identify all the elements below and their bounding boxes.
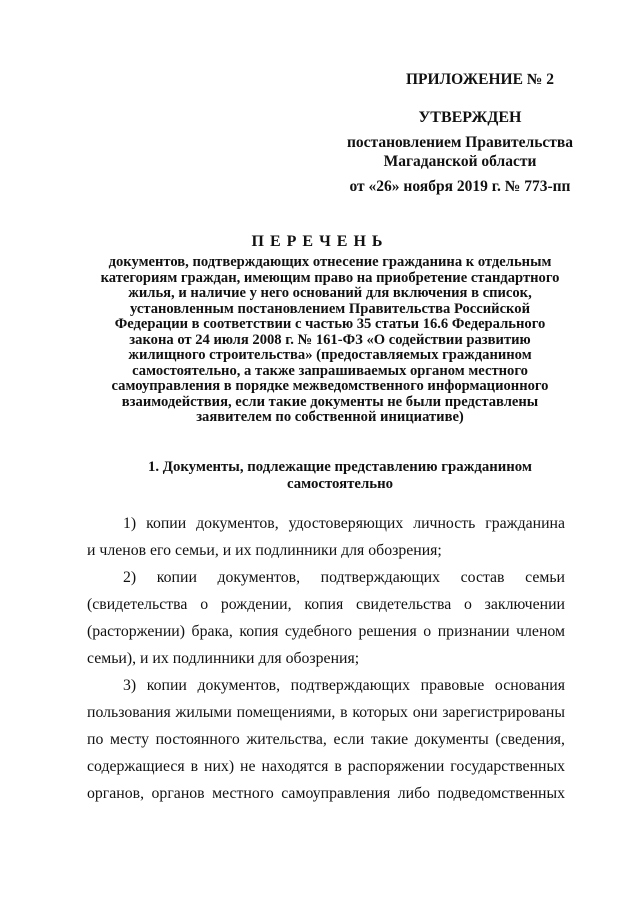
approval-block — [330, 70, 590, 196]
subtitle-line: самоуправления в порядке межведомственного информационного — [111, 378, 549, 394]
subtitle-line: взаимодействия, если такие документы не были представлены — [121, 393, 539, 410]
approved-label: УТВЕРЖДЕН — [418, 109, 522, 126]
subtitle-line: жилья, и наличие у него оснований для включения в список, — [128, 285, 532, 301]
subtitle-line: Федерации в соответствии с частью 35 статьи 16.6 Федерального — [114, 316, 546, 332]
paragraph-line: и членов его семьи, и их подлинники для обозрения; — [87, 542, 442, 559]
subtitle-line: закона от 24 июля 2008 г. № 161-ФЗ «О содействии развитию — [129, 331, 531, 348]
paragraph-2 — [87, 564, 565, 672]
paragraph-line: семьи), и их подлинники для обозрения; — [87, 650, 360, 667]
appendix-label: ПРИЛОЖЕНИЕ № 2 — [406, 71, 554, 88]
paragraph-line: органов, органов местного самоуправления либо подведомственных — [87, 785, 565, 802]
section-heading — [110, 459, 570, 492]
subtitle-line: категориям граждан, имеющим право на приобретение стандартного — [100, 269, 560, 286]
paragraph-line: содержащиеся в них) не находятся в распоряжении государственных — [87, 758, 565, 775]
subtitle-line: самостоятельно, а также запрашиваемых органом местного — [132, 362, 528, 379]
document-subtitle — [90, 255, 570, 426]
document-title: ПЕРЕЧЕНЬ — [251, 233, 389, 250]
subtitle-line: установленным постановлением Правительства Российской — [130, 300, 530, 317]
approval-line: Магаданской области — [383, 153, 537, 170]
paragraph-line: 2) копии документов, подтверждающих состав семьи — [123, 569, 565, 586]
subtitle-line: жилищного строительства» (предоставляемых гражданином — [128, 347, 532, 363]
paragraph-line: 1) копии документов, удостоверяющих личность гражданина — [123, 515, 565, 532]
paragraph-3 — [87, 672, 565, 807]
paragraph-line: 3) копии документов, подтверждающих правовые основания — [123, 677, 565, 694]
approval-line: постановлением Правительства — [346, 134, 574, 151]
approval-date: от «26» ноября 2019 г. № 773-пп — [349, 178, 571, 195]
section-heading-line: 1. Документы, подлежащие представлению гражданином — [147, 459, 533, 475]
paragraph-line: (расторжении) брака, копия судебного решения о признании членом — [87, 623, 565, 640]
paragraph-line: пользования жилыми помещениями, в которых они зарегистрированы — [87, 704, 565, 721]
paragraph-1 — [87, 510, 565, 564]
paragraph-line: (свидетельства о рождении, копия свидетельства о заключении — [87, 596, 565, 613]
subtitle-line: документов, подтверждающих отнесение гражданина к отдельным — [108, 254, 552, 270]
subtitle-line: заявителем по собственной инициативе) — [196, 409, 464, 425]
section-heading-line: самостоятельно — [286, 475, 394, 492]
section-body — [87, 510, 565, 807]
paragraph-line: по месту постоянного жительства, если такие документы (сведения, — [87, 731, 565, 748]
